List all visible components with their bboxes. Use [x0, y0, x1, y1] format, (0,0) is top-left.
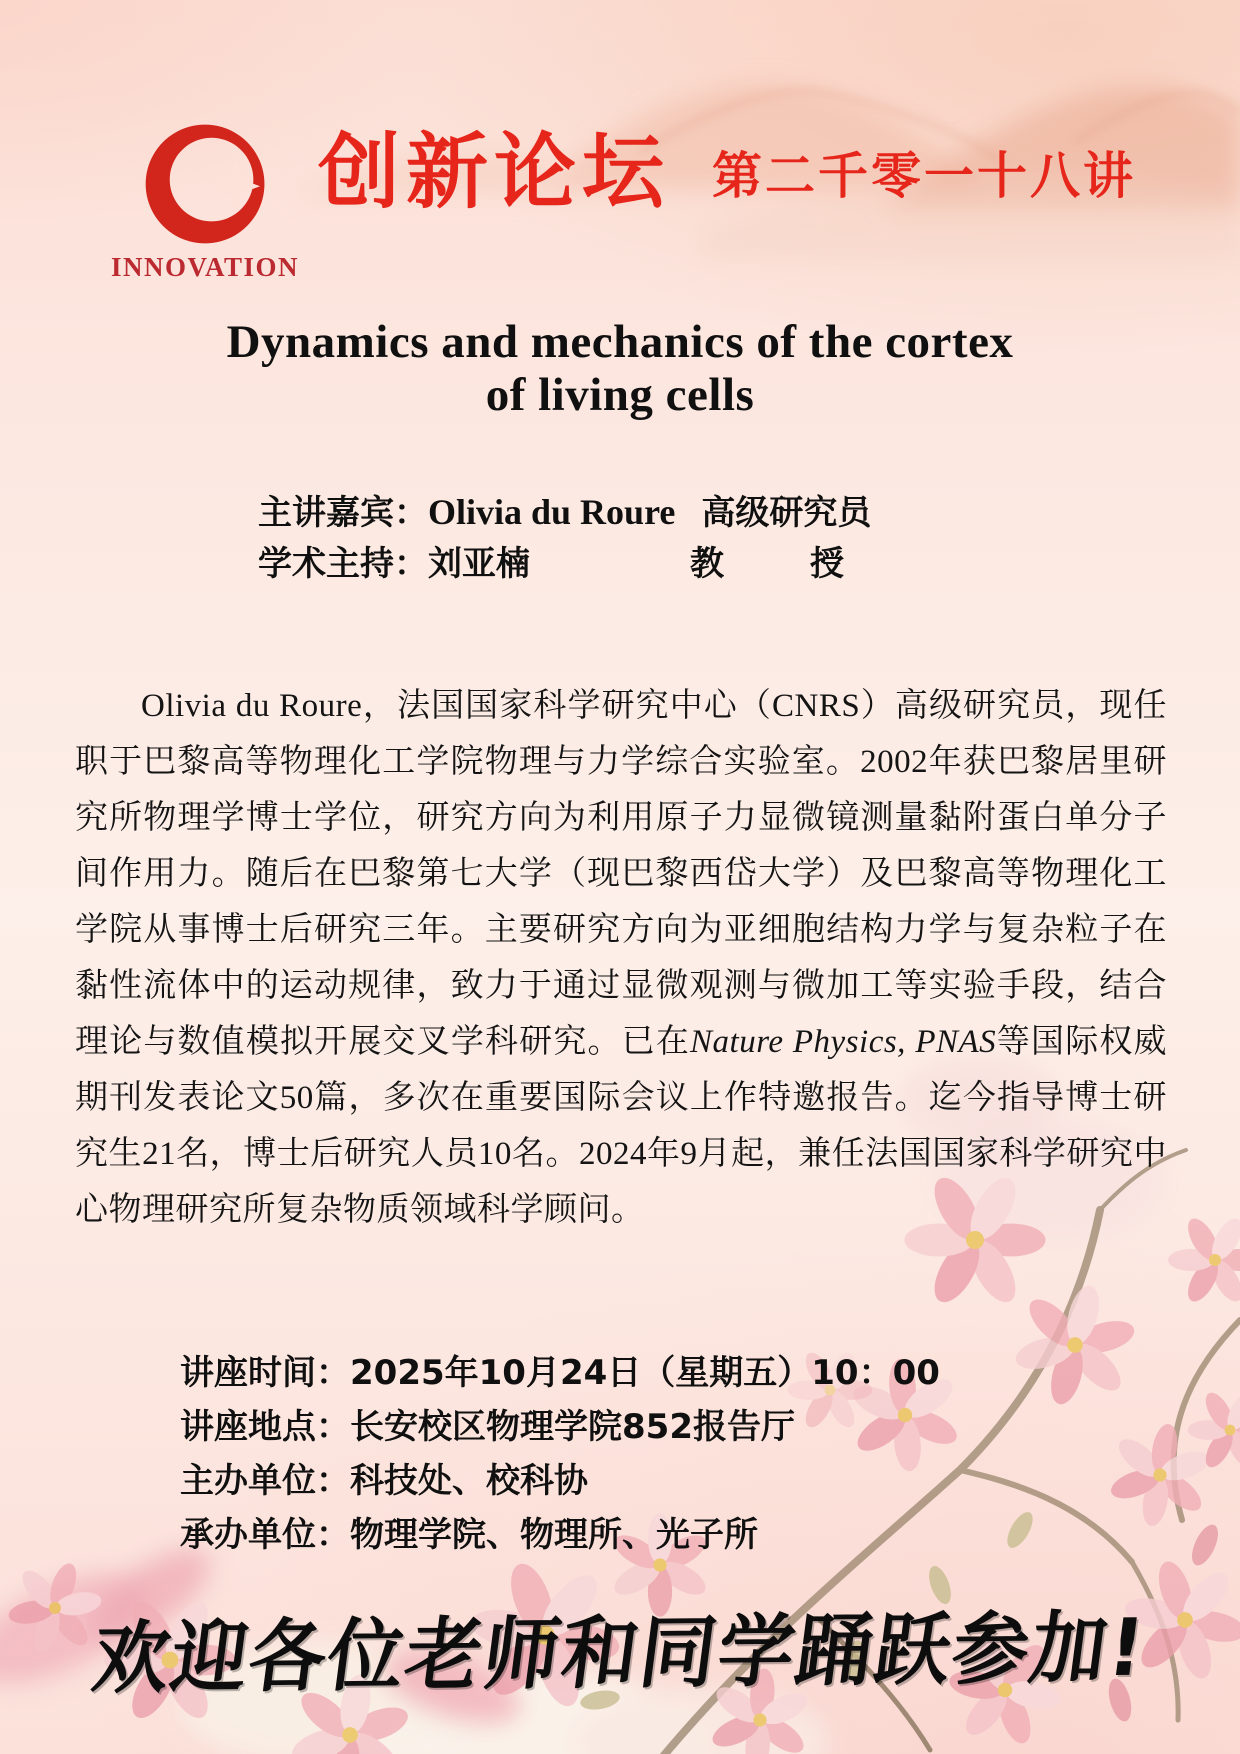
- welcome-calligraphy: 欢迎各位老师和同学踊跃参加!: [87, 1600, 1152, 1705]
- host-title-char2: 授: [810, 544, 844, 584]
- logo-wordmark: INNOVATION: [110, 252, 300, 282]
- poster-header: [318, 125, 1137, 220]
- details-section: [180, 1346, 940, 1562]
- guest-name: Olivia du Roure: [428, 492, 676, 532]
- detail-value: 长安校区物理学院852报告厅: [350, 1407, 795, 1447]
- bio-text-part2: 等国际权威期刊发表论文50篇，多次在重要国际会议上作特邀报告。迄今指导博士研究生21名，博士后研究人员10名。2024年9月起，兼任法国国家科学研究中心物理研究所复杂物质领域科学顾问。: [75, 1024, 1168, 1228]
- detail-label: 讲座地点：: [180, 1407, 350, 1447]
- detail-value: 物理学院、物理所、光子所: [350, 1515, 758, 1555]
- lecture-title: [0, 316, 1240, 422]
- bio-section: [75, 678, 1167, 1238]
- detail-row-organizer: [180, 1454, 940, 1508]
- bio-journals-italic: Nature Physics, PNAS: [690, 1024, 997, 1060]
- detail-row-location: [180, 1400, 940, 1454]
- guest-title: 高级研究员: [701, 493, 872, 533]
- lecture-number: 第二千零一十八讲: [712, 147, 1137, 206]
- detail-row-time: [180, 1346, 940, 1400]
- guest-row: [258, 486, 1018, 538]
- footer: [0, 1592, 1240, 1705]
- detail-label: 主办单位：: [180, 1461, 350, 1501]
- bio-paragraph: [75, 678, 1167, 1238]
- host-name: 刘亚楠: [428, 544, 530, 584]
- detail-row-undertaker: [180, 1508, 940, 1562]
- host-label: 学术主持：: [258, 544, 428, 584]
- bio-text-part1: Olivia du Roure，法国国家科学研究中心（CNRS）高级研究员，现任职于巴黎高等物理化工学院物理与力学综合实验室。2002年获巴黎居里研究所物理学博士学位，研究方向为利用原子力显微镜测量黏附蛋白单分子间作用力。随后在巴黎第七大学（现巴黎西岱大学）及巴黎高等物理化工学院从事博士后研究三年。主要研究方向为亚细胞结构力学与复杂粒子在黏性流体中的运动规律，致力于通过显微观测与微加工等实验手段，结合理论与数值模拟开展交叉学科研究。已在: [75, 688, 1167, 1060]
- speaker-section: [258, 486, 1018, 590]
- detail-label: 讲座时间：: [180, 1353, 350, 1393]
- detail-value: 2025年10月24日（星期五）10：00: [350, 1353, 940, 1393]
- innovation-logo: [104, 118, 306, 283]
- host-row: [258, 538, 1018, 590]
- forum-title: 创新论坛: [318, 125, 671, 220]
- detail-value: 科技处、校科协: [350, 1461, 588, 1501]
- innovation-logo-icon: [139, 118, 271, 250]
- host-title-char1: 教: [690, 544, 724, 584]
- guest-label: 主讲嘉宾：: [258, 493, 428, 533]
- detail-label: 承办单位：: [180, 1515, 350, 1555]
- lecture-title-line2: of living cells: [485, 369, 755, 421]
- lecture-title-line1: Dynamics and mechanics of the cortex: [226, 316, 1014, 368]
